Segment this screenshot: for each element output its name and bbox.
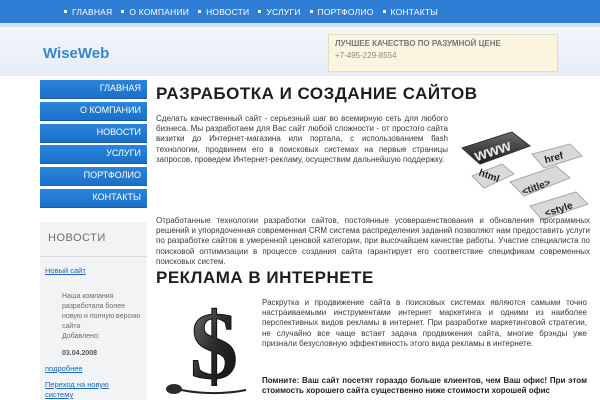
phone-number: +7-495-229-8554: [335, 51, 397, 60]
sidebar-link-services[interactable]: УСЛУГИ: [106, 148, 141, 159]
news-title: НОВОСТИ: [48, 232, 106, 244]
top-nav-item-news[interactable]: [198, 7, 249, 17]
paragraph-remember: Помните: Ваш сайт посетят гораздо больше клиентов, чем Ваш офис! При этом стоимость хорошего сайта существенно ниже стоимости хорошей офис: [262, 376, 587, 396]
bullet-icon: [258, 10, 261, 13]
bullet-icon: [198, 10, 201, 13]
section-title-advertising: РЕКЛАМА В ИНТЕРНЕТЕ: [156, 268, 374, 287]
sidebar-menu: [40, 80, 147, 208]
site-logo[interactable]: WiseWeb: [43, 45, 110, 62]
bullet-icon: [121, 10, 124, 13]
sidebar-link-news[interactable]: НОВОСТИ: [96, 126, 141, 137]
top-nav-link-services[interactable]: УСЛУГИ: [266, 6, 301, 17]
paragraph-technologies: Отработанные технологии разработки сайтов, постоянные усовершенствования и обновления программных решений и упорядоченная современная CRM система распределения заданий позволяют нам предоставить услуги по разработке сайтов в умеренной ценовой категории, при высочайшем качестве работы. Участие специалиста по поисковой оптимизации в процессе создания сайта гарантирует его соответствие спецификам современных поисковых систем.: [156, 216, 590, 266]
slogan-box: [328, 34, 558, 72]
sidebar-item-news[interactable]: [40, 124, 147, 143]
dollar-sign-icon: $: [190, 292, 238, 399]
header-stripe: [0, 23, 600, 27]
paragraph-intro: Сделать качественный сайт - серьезный шаг во всемирную сеть для любого бизнеса. Мы разработаем для Вас сайт любой сложности - от простого сайта визитки до Интернет-магазина или портала, с использованием flash технологии, продвинем его в поисковых системах на первые страницы запросов, проведем Интернет-рекламу, осуществим дальнейшую поддержку.: [156, 114, 448, 164]
top-nav-item-portfolio[interactable]: [310, 7, 374, 17]
slogan-text: ЛУЧШЕЕ КАЧЕСТВО ПО РАЗУМНОЙ ЦЕНЕ: [335, 39, 501, 48]
sidebar-link-contacts[interactable]: КОНТАКТЫ: [92, 191, 141, 202]
bullet-icon: [310, 10, 313, 13]
news-link-new-system[interactable]: Переход на новую систему: [45, 380, 109, 399]
sidebar-item-portfolio[interactable]: [40, 167, 147, 186]
sidebar-item-contacts[interactable]: [40, 189, 147, 208]
style-key-text: <style: [543, 200, 575, 220]
sidebar-link-about[interactable]: О КОМПАНИИ: [79, 104, 141, 115]
www-keyboard-illustration: [452, 126, 590, 222]
section-title-development: РАЗРАБОТКА И СОЗДАНИЕ САЙТОВ: [156, 84, 478, 103]
mouse-icon: [166, 384, 182, 394]
href-key-text: href: [543, 150, 565, 167]
top-nav-link-news[interactable]: НОВОСТИ: [206, 6, 250, 17]
top-nav-list: [64, 0, 447, 23]
top-nav-link-about[interactable]: О КОМПАНИИ: [129, 6, 190, 17]
news-link-new-site[interactable]: Новый сайт: [45, 266, 86, 275]
sidebar-link-portfolio[interactable]: ПОРТФОЛИО: [83, 170, 141, 181]
news-divider: [40, 256, 147, 257]
sidebar-item-home[interactable]: [40, 80, 147, 99]
site-header: [0, 23, 600, 76]
top-nav-link-contacts[interactable]: КОНТАКТЫ: [390, 6, 438, 17]
sidebar-item-services[interactable]: [40, 145, 147, 164]
top-nav-link-portfolio[interactable]: ПОРТФОЛИО: [317, 6, 374, 17]
main-content: [156, 80, 590, 400]
news-more-link[interactable]: подробнее: [45, 364, 83, 373]
bullet-icon: [64, 10, 67, 13]
bullet-icon: [383, 10, 386, 13]
top-nav-item-contacts[interactable]: [383, 7, 438, 17]
top-nav-link-home[interactable]: ГЛАВНАЯ: [72, 6, 113, 17]
www-key-text: www: [472, 137, 514, 166]
news-text: [62, 292, 144, 342]
title-key-text: <title>: [520, 177, 553, 198]
www-key-group: [462, 132, 530, 165]
sidebar-link-home[interactable]: ГЛАВНАЯ: [99, 83, 141, 93]
news-added-label: Добавлено:: [62, 333, 100, 340]
sidebar-item-about[interactable]: [40, 102, 147, 121]
paragraph-promotion: Раскрутка и продвижение сайта в поисковых системах являются самыми точно настраиваемыми инструментами интернет маркетинга и одними из наиболее перспективных видов рекламы в интернет. При разработке маркетинговой стратегии, не случайно все чаще встает задача продвижения сайта, многие брэнды уже признали безусловную эффективность этого вида рекламы в интернете.: [262, 298, 587, 348]
html-key-text: html: [477, 167, 501, 186]
news-box: [40, 222, 147, 400]
top-nav-item-home[interactable]: [64, 7, 112, 17]
dollar-mouse-illustration: [156, 292, 260, 400]
top-nav-item-about[interactable]: [121, 7, 189, 17]
left-sidebar: [40, 80, 147, 400]
top-navigation-bar: [0, 0, 600, 23]
top-nav-item-services[interactable]: [258, 7, 300, 17]
news-date: 03.04.2008: [62, 350, 98, 357]
news-text-body: Наша компания разработала более новую и полную версию сайта: [62, 293, 141, 330]
